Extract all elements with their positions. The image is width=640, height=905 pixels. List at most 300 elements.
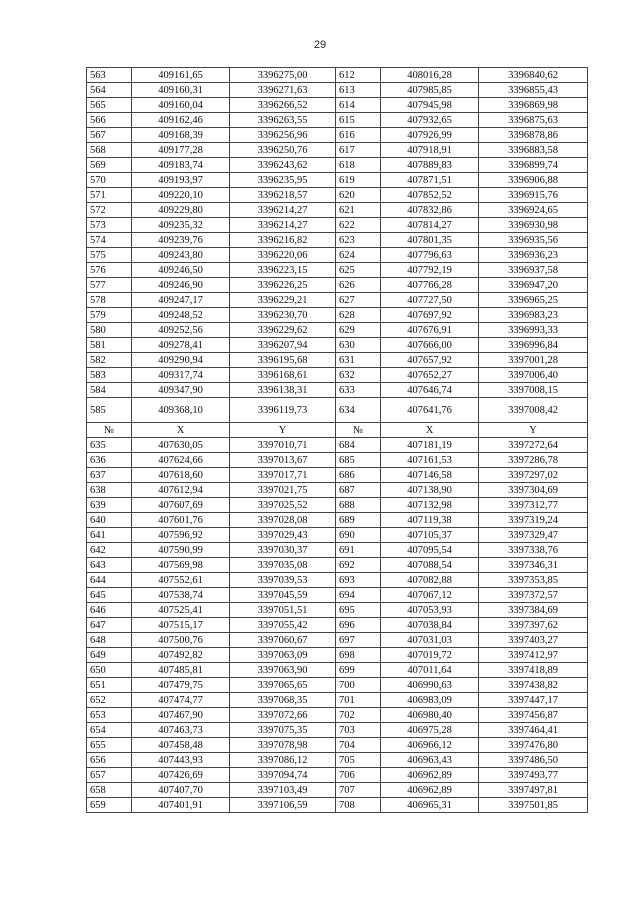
table-cell: 708 <box>336 798 381 813</box>
table-row <box>87 293 588 308</box>
table-cell: 3397006,40 <box>479 368 588 383</box>
table-cell: 407796,63 <box>381 248 479 263</box>
table-cell: 409246,50 <box>132 263 230 278</box>
table-cell: 407138,90 <box>381 483 479 498</box>
table-cell: 632 <box>336 368 381 383</box>
table-cell: 407871,51 <box>381 173 479 188</box>
table-cell: 3396947,20 <box>479 278 588 293</box>
table-cell: 407697,92 <box>381 308 479 323</box>
table-cell: 3397017,71 <box>230 468 336 483</box>
table-cell: 409161,65 <box>132 68 230 83</box>
table-cell: 639 <box>87 498 132 513</box>
table-cell: 3396229,21 <box>230 293 336 308</box>
header-cell: X <box>381 423 479 438</box>
table-cell: 3397447,17 <box>479 693 588 708</box>
table-cell: 685 <box>336 453 381 468</box>
table-cell: 3396996,84 <box>479 338 588 353</box>
table-cell: 612 <box>336 68 381 83</box>
table-row <box>87 338 588 353</box>
table-cell: 406966,12 <box>381 738 479 753</box>
table-cell: 409317,74 <box>132 368 230 383</box>
table-cell: 409177,28 <box>132 143 230 158</box>
table-cell: 407607,69 <box>132 498 230 513</box>
table-cell: 630 <box>336 338 381 353</box>
table-cell: 407612,94 <box>132 483 230 498</box>
table-cell: 689 <box>336 513 381 528</box>
table-cell: 3397008,42 <box>479 398 588 423</box>
table-cell: 409278,41 <box>132 338 230 353</box>
table-cell: 625 <box>336 263 381 278</box>
table-cell: 3397010,71 <box>230 438 336 453</box>
table-cell: 3397025,52 <box>230 498 336 513</box>
table-cell: 3396226,25 <box>230 278 336 293</box>
table-cell: 407832,86 <box>381 203 479 218</box>
table-row <box>87 558 588 573</box>
table-cell: 3397055,42 <box>230 618 336 633</box>
table-cell: 642 <box>87 543 132 558</box>
table-cell: 631 <box>336 353 381 368</box>
table-cell: 638 <box>87 483 132 498</box>
table-cell: 409160,31 <box>132 83 230 98</box>
table-cell: 3397030,37 <box>230 543 336 558</box>
table-cell: 578 <box>87 293 132 308</box>
table-cell: 407985,85 <box>381 83 479 98</box>
table-cell: 406980,40 <box>381 708 479 723</box>
table-cell: 409220,10 <box>132 188 230 203</box>
table-cell: 406963,43 <box>381 753 479 768</box>
table-cell: 3397001,28 <box>479 353 588 368</box>
table-cell: 3396168,61 <box>230 368 336 383</box>
table-cell: 407038,84 <box>381 618 479 633</box>
table-row <box>87 783 588 798</box>
table-cell: 3396235,95 <box>230 173 336 188</box>
table-cell: 687 <box>336 483 381 498</box>
table-cell: 406983,09 <box>381 693 479 708</box>
table-cell: 407766,28 <box>381 278 479 293</box>
header-cell: X <box>132 423 230 438</box>
table-cell: 613 <box>336 83 381 98</box>
table-row <box>87 68 588 83</box>
table-row <box>87 323 588 338</box>
table-cell: 407646,74 <box>381 383 479 398</box>
table-cell: 3397338,76 <box>479 543 588 558</box>
header-cell: Y <box>230 423 336 438</box>
table-cell: 3397476,80 <box>479 738 588 753</box>
table-cell: 654 <box>87 723 132 738</box>
table-cell: 575 <box>87 248 132 263</box>
table-cell: 3396878,86 <box>479 128 588 143</box>
table-cell: 581 <box>87 338 132 353</box>
table-cell: 3396855,43 <box>479 83 588 98</box>
table-cell: 409160,04 <box>132 98 230 113</box>
table-cell: 407525,41 <box>132 603 230 618</box>
table-cell: 691 <box>336 543 381 558</box>
table-cell: 614 <box>336 98 381 113</box>
table-cell: 3397346,31 <box>479 558 588 573</box>
table-cell: 564 <box>87 83 132 98</box>
table-cell: 409239,76 <box>132 233 230 248</box>
table-row <box>87 753 588 768</box>
table-cell: 574 <box>87 233 132 248</box>
table-cell: 563 <box>87 68 132 83</box>
table-cell: 407666,00 <box>381 338 479 353</box>
table-cell: 3397021,75 <box>230 483 336 498</box>
table-cell: 3397063,90 <box>230 663 336 678</box>
table-cell: 407119,38 <box>381 513 479 528</box>
table-cell: 567 <box>87 128 132 143</box>
table-cell: 569 <box>87 158 132 173</box>
table-cell: 3397397,62 <box>479 618 588 633</box>
table-cell: 3396230,70 <box>230 308 336 323</box>
table-row <box>87 603 588 618</box>
table-cell: 3396869,98 <box>479 98 588 113</box>
table-cell: 407146,58 <box>381 468 479 483</box>
table-cell: 3397329,47 <box>479 528 588 543</box>
table-cell: 3396218,57 <box>230 188 336 203</box>
table-cell: 3397086,12 <box>230 753 336 768</box>
table-cell: 409290,94 <box>132 353 230 368</box>
table-cell: 694 <box>336 588 381 603</box>
table-cell: 615 <box>336 113 381 128</box>
table-cell: 409247,17 <box>132 293 230 308</box>
header-cell: № <box>336 423 381 438</box>
table-row <box>87 708 588 723</box>
table-cell: 635 <box>87 438 132 453</box>
table-cell: 3397065,65 <box>230 678 336 693</box>
table-row <box>87 468 588 483</box>
table-row <box>87 98 588 113</box>
table-row <box>87 188 588 203</box>
table-cell: 407095,54 <box>381 543 479 558</box>
table-row <box>87 353 588 368</box>
table-cell: 407467,90 <box>132 708 230 723</box>
table-cell: 647 <box>87 618 132 633</box>
table-cell: 688 <box>336 498 381 513</box>
table-cell: 409243,80 <box>132 248 230 263</box>
table-cell: 3397418,89 <box>479 663 588 678</box>
table-cell: 407569,98 <box>132 558 230 573</box>
table-cell: 406962,89 <box>381 768 479 783</box>
table-cell: 656 <box>87 753 132 768</box>
table-cell: 616 <box>336 128 381 143</box>
table-cell: 409168,39 <box>132 128 230 143</box>
table-cell: 650 <box>87 663 132 678</box>
table-cell: 407132,98 <box>381 498 479 513</box>
table-cell: 572 <box>87 203 132 218</box>
table-cell: 633 <box>336 383 381 398</box>
table-cell: 651 <box>87 678 132 693</box>
table-row <box>87 203 588 218</box>
table-cell: 3396223,15 <box>230 263 336 278</box>
table-cell: 628 <box>336 308 381 323</box>
table-cell: 697 <box>336 633 381 648</box>
table-cell: 407463,73 <box>132 723 230 738</box>
table-cell: 407590,99 <box>132 543 230 558</box>
table-cell: 407630,05 <box>132 438 230 453</box>
table-cell: 3396195,68 <box>230 353 336 368</box>
table-cell: 407657,92 <box>381 353 479 368</box>
table-cell: 3397063,09 <box>230 648 336 663</box>
table-cell: 585 <box>87 398 132 423</box>
table-cell: 408016,28 <box>381 68 479 83</box>
table-cell: 3397456,87 <box>479 708 588 723</box>
header-cell: Y <box>479 423 588 438</box>
table-cell: 576 <box>87 263 132 278</box>
table-cell: 407401,91 <box>132 798 230 813</box>
table-row <box>87 158 588 173</box>
table-cell: 646 <box>87 603 132 618</box>
table-cell: 3397304,69 <box>479 483 588 498</box>
table-cell: 698 <box>336 648 381 663</box>
table-cell: 3396263,55 <box>230 113 336 128</box>
table-row <box>87 498 588 513</box>
table-cell: 3396138,31 <box>230 383 336 398</box>
table-row <box>87 113 588 128</box>
table-row <box>87 143 588 158</box>
table-row <box>87 798 588 813</box>
table-cell: 3396840,62 <box>479 68 588 83</box>
table-cell: 3397051,51 <box>230 603 336 618</box>
coordinates-table <box>86 67 588 813</box>
table-cell: 3397072,66 <box>230 708 336 723</box>
table-cell: 407618,60 <box>132 468 230 483</box>
table-cell: 3396906,88 <box>479 173 588 188</box>
table-cell: 3396899,74 <box>479 158 588 173</box>
table-cell: 407538,74 <box>132 588 230 603</box>
table-cell: 407596,92 <box>132 528 230 543</box>
table-cell: 3397039,53 <box>230 573 336 588</box>
table-row <box>87 648 588 663</box>
table-row <box>87 438 588 453</box>
table-row <box>87 678 588 693</box>
table-row <box>87 128 588 143</box>
table-cell: 580 <box>87 323 132 338</box>
table-cell: 3396250,76 <box>230 143 336 158</box>
table-cell: 3396924,65 <box>479 203 588 218</box>
table-row <box>87 398 588 423</box>
table-cell: 623 <box>336 233 381 248</box>
table-cell: 3397075,35 <box>230 723 336 738</box>
table-cell: 3397103,49 <box>230 783 336 798</box>
table-cell: 3397384,69 <box>479 603 588 618</box>
table-cell: 627 <box>336 293 381 308</box>
table-cell: 637 <box>87 468 132 483</box>
table-cell: 407181,19 <box>381 438 479 453</box>
table-cell: 3397094,74 <box>230 768 336 783</box>
table-cell: 584 <box>87 383 132 398</box>
table-cell: 407443,93 <box>132 753 230 768</box>
table-cell: 707 <box>336 783 381 798</box>
table-cell: 622 <box>336 218 381 233</box>
table-cell: 3397497,81 <box>479 783 588 798</box>
table-row <box>87 453 588 468</box>
table-cell: 703 <box>336 723 381 738</box>
table-cell: 407601,76 <box>132 513 230 528</box>
table-row <box>87 218 588 233</box>
table-cell: 621 <box>336 203 381 218</box>
table-cell: 3396875,63 <box>479 113 588 128</box>
table-cell: 3396220,06 <box>230 248 336 263</box>
table-cell: 655 <box>87 738 132 753</box>
table-cell: 3397493,77 <box>479 768 588 783</box>
table-cell: 407500,76 <box>132 633 230 648</box>
table-cell: 640 <box>87 513 132 528</box>
table-row <box>87 513 588 528</box>
table-cell: 626 <box>336 278 381 293</box>
table-cell: 407676,91 <box>381 323 479 338</box>
table-cell: 406965,31 <box>381 798 479 813</box>
table-cell: 568 <box>87 143 132 158</box>
table-cell: 409252,56 <box>132 323 230 338</box>
table-cell: 407458,48 <box>132 738 230 753</box>
table-cell: 409229,80 <box>132 203 230 218</box>
table-cell: 407031,03 <box>381 633 479 648</box>
table-cell: 629 <box>336 323 381 338</box>
table-cell: 407479,75 <box>132 678 230 693</box>
table-row <box>87 368 588 383</box>
table-cell: 3396930,98 <box>479 218 588 233</box>
table-cell: 617 <box>336 143 381 158</box>
table-cell: 407727,50 <box>381 293 479 308</box>
table-cell: 3397372,57 <box>479 588 588 603</box>
table-cell: 3396883,58 <box>479 143 588 158</box>
table-row <box>87 543 588 558</box>
table-cell: 705 <box>336 753 381 768</box>
table-cell: 3397353,85 <box>479 573 588 588</box>
table-cell: 3397297,02 <box>479 468 588 483</box>
table-cell: 579 <box>87 308 132 323</box>
table-cell: 641 <box>87 528 132 543</box>
table-cell: 3396243,62 <box>230 158 336 173</box>
table-cell: 407852,52 <box>381 188 479 203</box>
table-cell: 407641,76 <box>381 398 479 423</box>
table-cell: 409193,97 <box>132 173 230 188</box>
table-cell: 692 <box>336 558 381 573</box>
table-cell: 3396229,62 <box>230 323 336 338</box>
table-row <box>87 633 588 648</box>
table-cell: 648 <box>87 633 132 648</box>
table-cell: 652 <box>87 693 132 708</box>
table-header-row <box>87 423 588 438</box>
table-cell: 657 <box>87 768 132 783</box>
table-cell: 700 <box>336 678 381 693</box>
table-cell: 406962,89 <box>381 783 479 798</box>
table-cell: 407426,69 <box>132 768 230 783</box>
header-cell: № <box>87 423 132 438</box>
table-cell: 649 <box>87 648 132 663</box>
table-cell: 407552,61 <box>132 573 230 588</box>
table-cell: 407801,35 <box>381 233 479 248</box>
table-cell: 3397013,67 <box>230 453 336 468</box>
table-cell: 693 <box>336 573 381 588</box>
table-row <box>87 263 588 278</box>
table-cell: 3397008,15 <box>479 383 588 398</box>
table-row <box>87 528 588 543</box>
table-cell: 3397501,85 <box>479 798 588 813</box>
table-row <box>87 278 588 293</box>
table-cell: 690 <box>336 528 381 543</box>
table-row <box>87 308 588 323</box>
table-cell: 644 <box>87 573 132 588</box>
table-row <box>87 83 588 98</box>
table-cell: 407082,88 <box>381 573 479 588</box>
table-cell: 407918,91 <box>381 143 479 158</box>
table-cell: 3397319,24 <box>479 513 588 528</box>
table-cell: 3397486,50 <box>479 753 588 768</box>
table-cell: 3396271,63 <box>230 83 336 98</box>
table-cell: 406990,63 <box>381 678 479 693</box>
table-cell: 618 <box>336 158 381 173</box>
table-cell: 3396993,33 <box>479 323 588 338</box>
table-cell: 407161,53 <box>381 453 479 468</box>
table-row <box>87 663 588 678</box>
table-cell: 3396983,23 <box>479 308 588 323</box>
table-cell: 407652,27 <box>381 368 479 383</box>
table-cell: 407053,93 <box>381 603 479 618</box>
table-cell: 3397272,64 <box>479 438 588 453</box>
table-cell: 3396936,23 <box>479 248 588 263</box>
table-cell: 706 <box>336 768 381 783</box>
table-cell: 704 <box>336 738 381 753</box>
table-cell: 407105,37 <box>381 528 479 543</box>
table-cell: 3397078,98 <box>230 738 336 753</box>
table-cell: 3397464,41 <box>479 723 588 738</box>
table-cell: 409368,10 <box>132 398 230 423</box>
table-cell: 624 <box>336 248 381 263</box>
table-cell: 407624,66 <box>132 453 230 468</box>
table-cell: 3397106,59 <box>230 798 336 813</box>
table-cell: 3396216,82 <box>230 233 336 248</box>
table-cell: 3397286,78 <box>479 453 588 468</box>
table-cell: 3396915,76 <box>479 188 588 203</box>
table-cell: 3396275,00 <box>230 68 336 83</box>
table-cell: 409246,90 <box>132 278 230 293</box>
table-row <box>87 693 588 708</box>
table-cell: 653 <box>87 708 132 723</box>
table-cell: 3396207,94 <box>230 338 336 353</box>
table-cell: 407485,81 <box>132 663 230 678</box>
table-cell: 643 <box>87 558 132 573</box>
page-number: 29 <box>313 39 327 51</box>
table-cell: 3397035,08 <box>230 558 336 573</box>
table-cell: 409347,90 <box>132 383 230 398</box>
table-row <box>87 173 588 188</box>
table-cell: 565 <box>87 98 132 113</box>
table-cell: 409248,52 <box>132 308 230 323</box>
table-row <box>87 588 588 603</box>
table-cell: 696 <box>336 618 381 633</box>
table-cell: 3397312,77 <box>479 498 588 513</box>
table-cell: 699 <box>336 663 381 678</box>
table-cell: 3397060,67 <box>230 633 336 648</box>
table-row <box>87 233 588 248</box>
table-cell: 636 <box>87 453 132 468</box>
table-cell: 409183,74 <box>132 158 230 173</box>
table-cell: 407019,72 <box>381 648 479 663</box>
table-cell: 3397412,97 <box>479 648 588 663</box>
table-row <box>87 738 588 753</box>
table-cell: 407792,19 <box>381 263 479 278</box>
table-cell: 566 <box>87 113 132 128</box>
table-cell: 3397029,43 <box>230 528 336 543</box>
table-cell: 407889,83 <box>381 158 479 173</box>
table-cell: 406975,28 <box>381 723 479 738</box>
table-cell: 407474,77 <box>132 693 230 708</box>
table-cell: 573 <box>87 218 132 233</box>
table-cell: 658 <box>87 783 132 798</box>
table-cell: 3397045,59 <box>230 588 336 603</box>
coordinates-table-body <box>87 68 588 813</box>
